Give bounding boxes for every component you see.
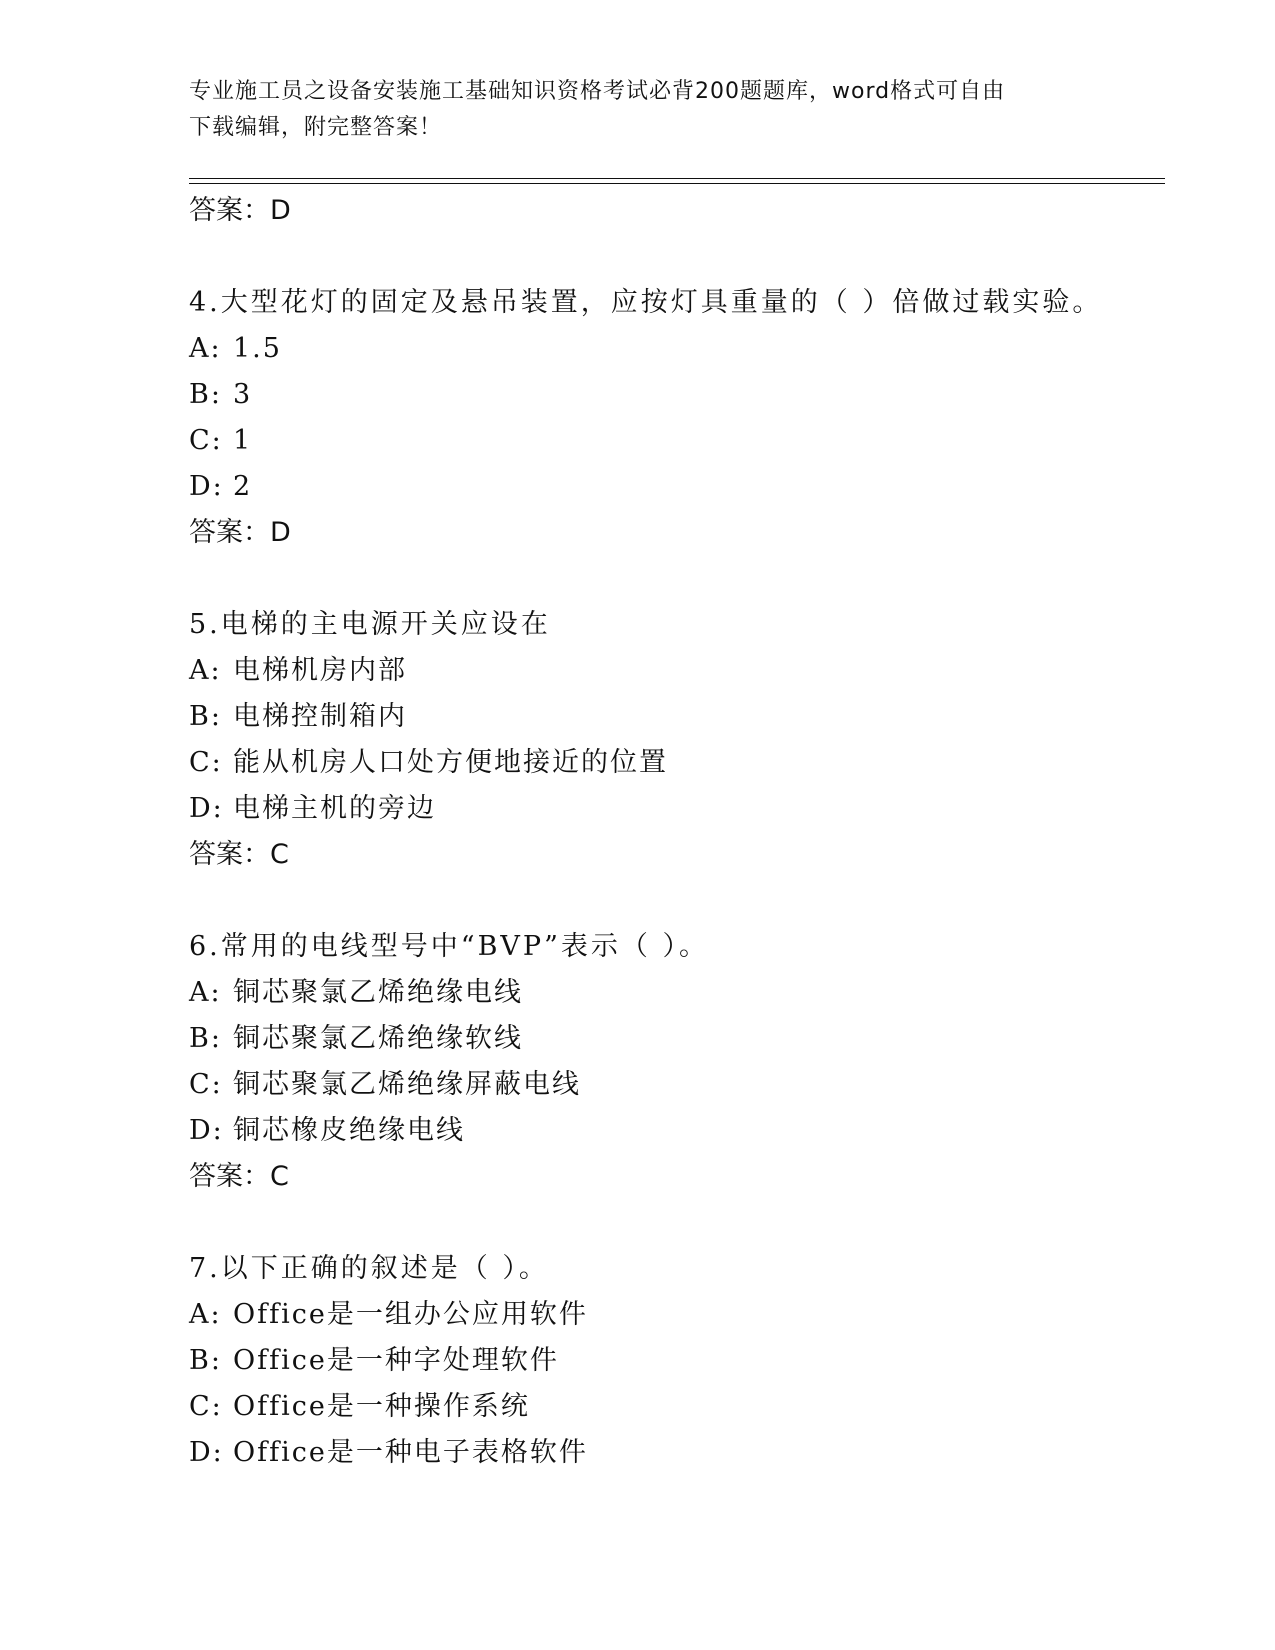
option-c: C: Office是一种操作系统 [189,1391,530,1422]
option-d: D: 铜芯橡皮绝缘电线 [189,1115,465,1146]
answer-text: 答案：C [189,1161,289,1192]
header-rule-top [189,178,1165,179]
option-a: A: 铜芯聚氯乙烯绝缘电线 [189,977,523,1008]
option-b: B: 3 [189,379,253,410]
option-a: A: 电梯机房内部 [189,655,407,686]
option-c: C: 1 [189,425,253,456]
question-text: 7.以下正确的叙述是（ ）。 [189,1253,549,1284]
question-block [189,280,1165,556]
header-line-1: 专业施工员之设备安装施工基础知识资格考试必背200题题库，word格式可自由 [189,79,1006,104]
question-block [189,602,1165,878]
question-list [189,188,1165,1476]
question-block [189,924,1165,1200]
option-b: B: Office是一种字处理软件 [189,1345,559,1376]
answer-prev-question: 答案：D [189,195,291,226]
answer-text: 答案：C [189,839,289,870]
question-block [189,1246,1165,1476]
option-b: B: 电梯控制箱内 [189,701,407,732]
option-d: D: 电梯主机的旁边 [189,793,436,824]
question-text: 5.电梯的主电源开关应设在 [189,609,551,640]
option-a: A: Office是一组办公应用软件 [189,1299,588,1330]
question-text: 6.常用的电线型号中“BVP”表示（ ）。 [189,931,709,962]
header-line-2: 下载编辑，附完整答案！ [189,115,443,140]
document-header [189,74,1089,146]
option-b: B: 铜芯聚氯乙烯绝缘软线 [189,1023,523,1054]
option-c: C: 铜芯聚氯乙烯绝缘屏蔽电线 [189,1069,581,1100]
option-a: A: 1.5 [189,333,282,364]
option-d: D: 2 [189,471,253,502]
question-text: 4.大型花灯的固定及悬吊装置，应按灯具重量的（ ）倍做过载实验。 [189,287,1103,318]
header-rule-bottom [189,183,1165,184]
answer-text: 答案：D [189,517,291,548]
option-d: D: Office是一种电子表格软件 [189,1437,588,1468]
option-c: C: 能从机房人口处方便地接近的位置 [189,747,668,778]
